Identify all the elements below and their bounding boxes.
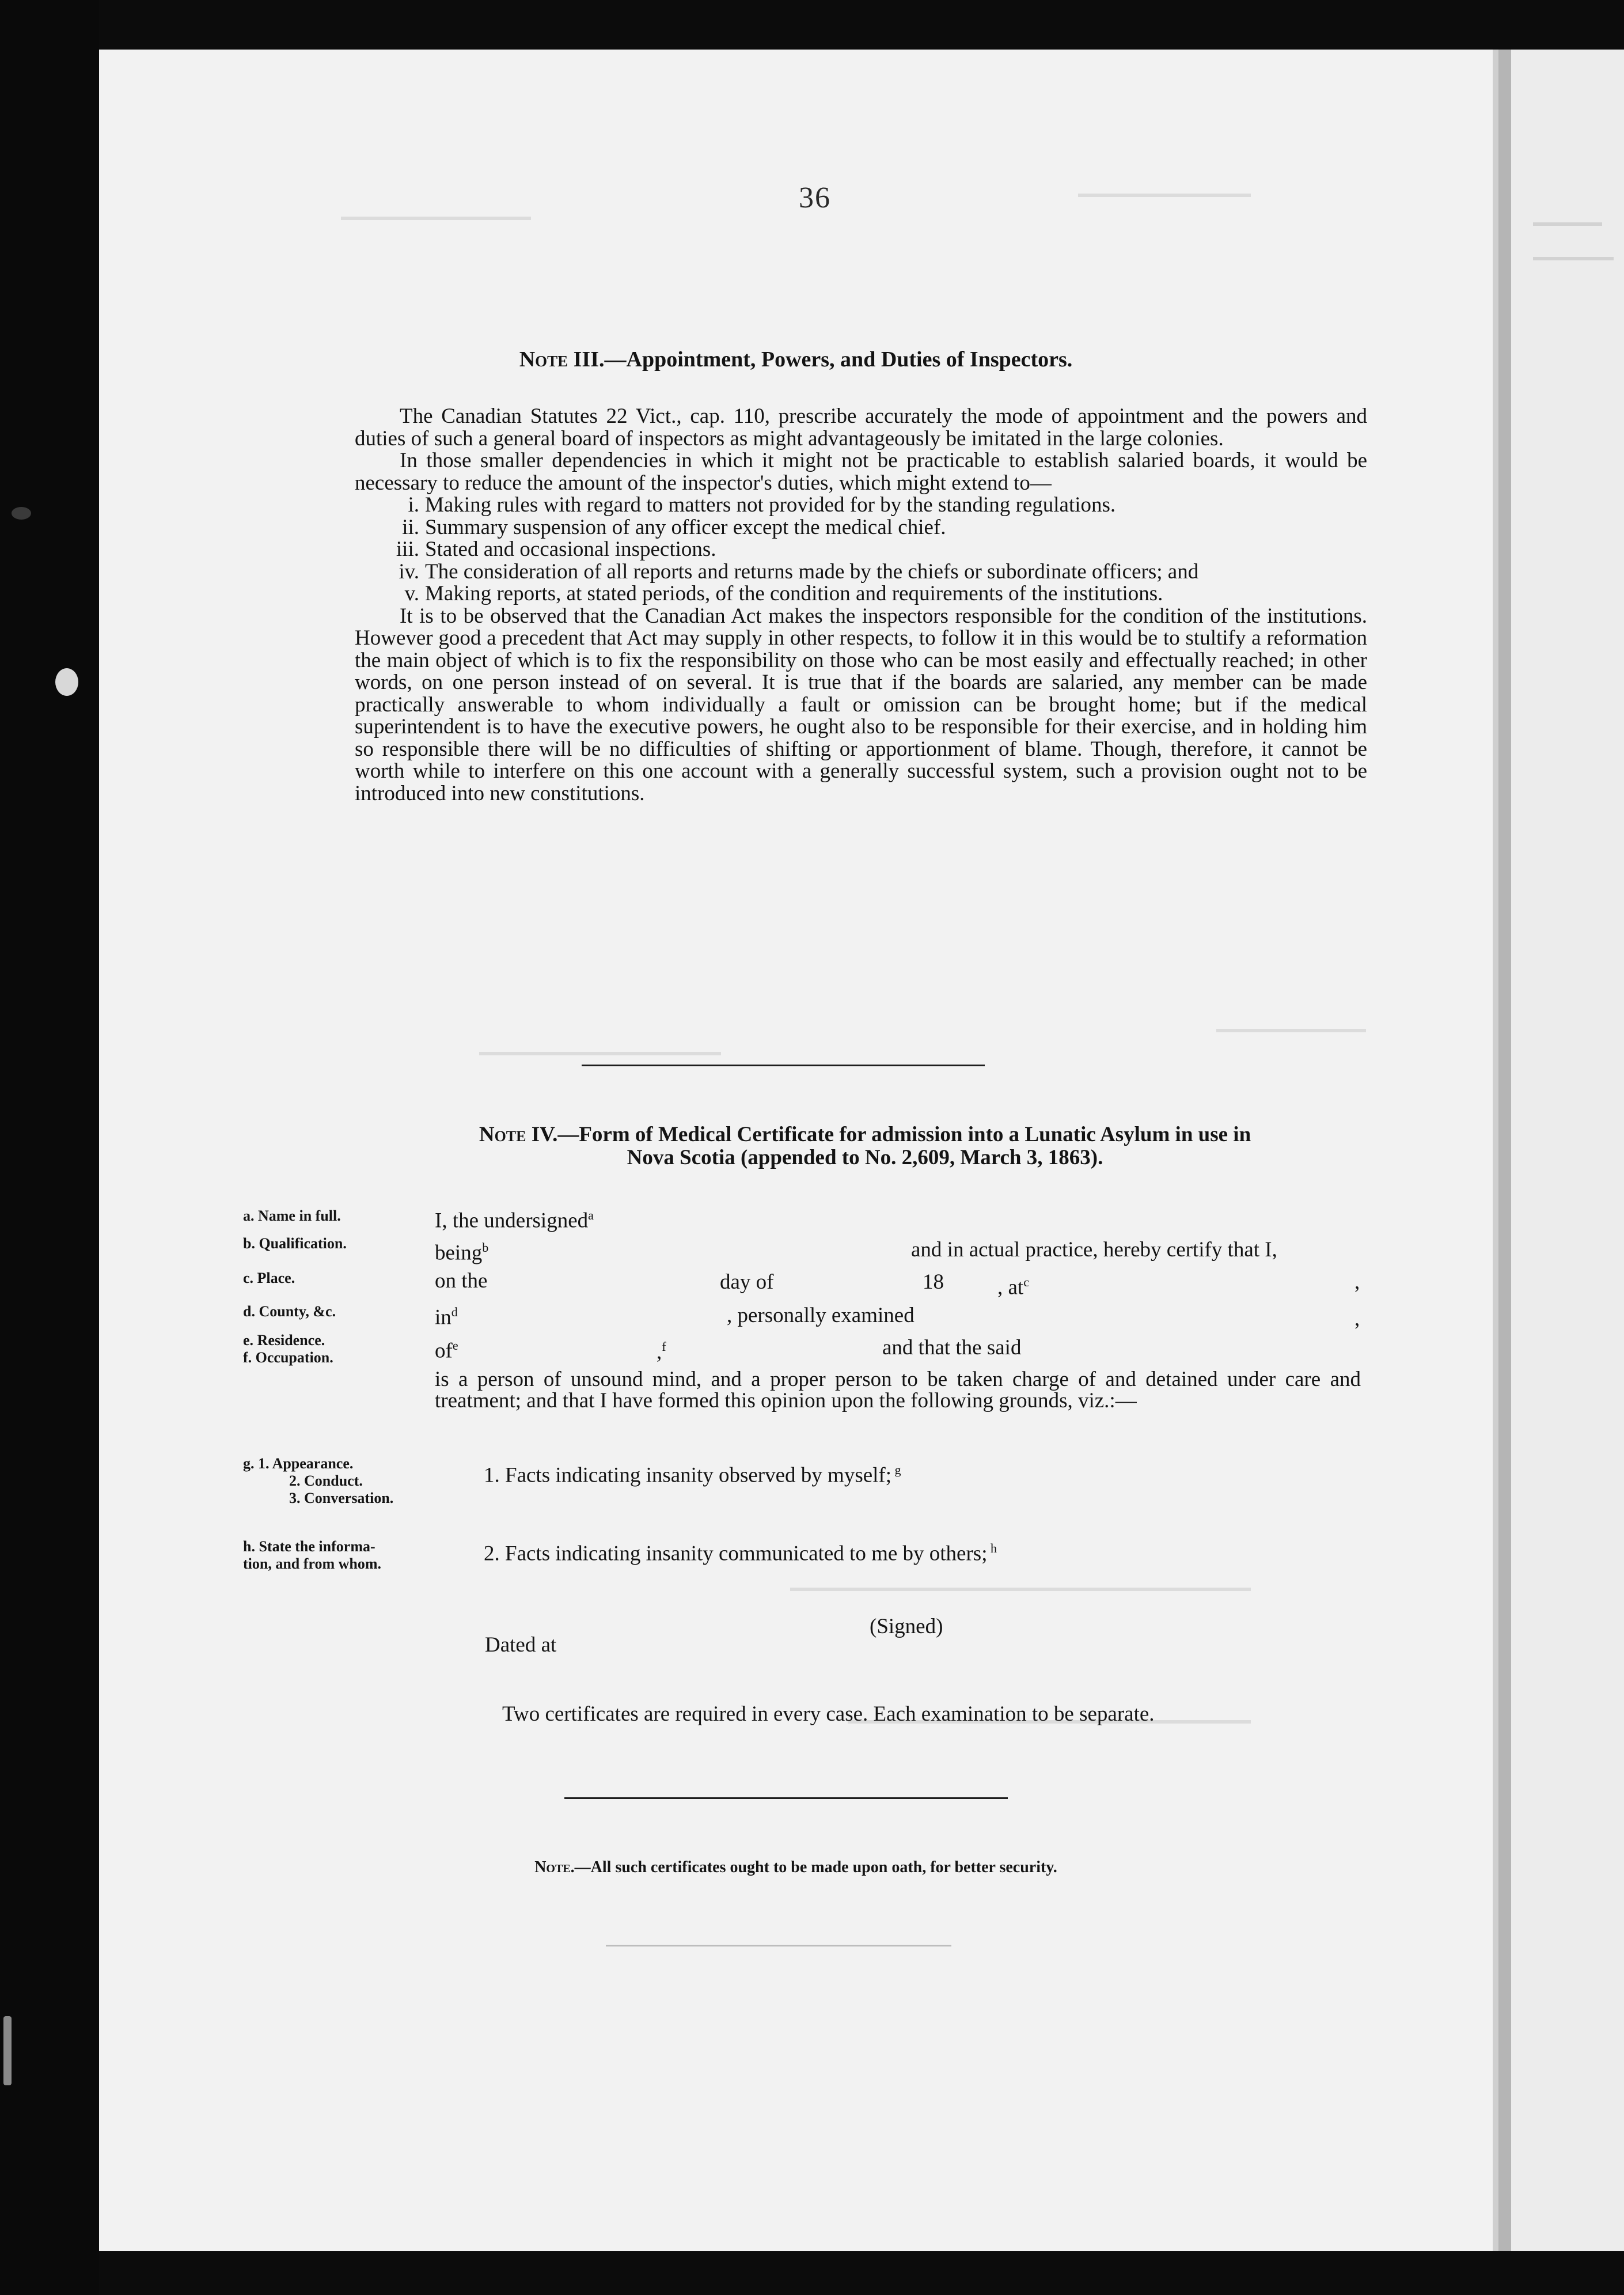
bleed-through [606, 1945, 951, 1946]
footnote [99, 1858, 1493, 1877]
page-edge [1493, 50, 1498, 2251]
bleed-through [341, 217, 531, 220]
form-day-of: day of [720, 1270, 774, 1294]
page-gutter-shadow [1498, 50, 1511, 2251]
form-dated: Dated at [485, 1633, 557, 1657]
ref-g: g [891, 1463, 901, 1477]
form-comma: , [1354, 1270, 1360, 1294]
list-item-text: Stated and occasional inspections. [425, 537, 716, 561]
form-personally: , personally examined [727, 1304, 915, 1327]
form-comma-text: , [657, 1340, 662, 1364]
margin-label-place: c. Place. [243, 1270, 295, 1286]
form-fact-2-text: 2. Facts indicating insanity communicated to me by others; [484, 1542, 988, 1566]
list-item-number: ii. [402, 515, 419, 539]
bleed-through [1533, 257, 1614, 260]
form-fact-2 [484, 1537, 997, 1565]
form-actual-practice: and in actual practice, hereby certify that I, [911, 1238, 1277, 1262]
form-in-text: in [435, 1305, 451, 1330]
note3-title: —Appointment, Powers, and Duties of Inspectors. [604, 347, 1073, 372]
form-in [435, 1301, 458, 1329]
form-being-text: being [435, 1241, 483, 1265]
note3-paragraph: It is to be observed that the Canadian Act makes the inspectors responsible for the condition of the institutions. However good a precedent that Act may supply in other respects, to follow it in this would be to stultify a reformation the main object of which is to fix the responsibility on those who can be most easily and effectually reached; in other words, on one person instead of on several. It is true that if the boards are salaried, any member can be made practically answerable to whom individually a fault or omission can be brought home; but if the medical superintendent is to have the executive powers, he ought also to be responsible for their exercise, and in holding him so responsible there will be no difficulties of shifting or apportionment of blame. Though, therefore, it cannot be worth while to interfere on this one account with a generally successful system, such a provision ought not to be introduced into new constitutions. [355, 604, 1367, 805]
ref-c: c [1023, 1275, 1029, 1289]
note4-title-line2: Nova Scotia (appended to No. 2,609, March 3, 1863). [627, 1146, 1103, 1169]
margin-label-information-cont: tion, and from whom. [243, 1555, 382, 1572]
note4-label: Note IV. [479, 1123, 558, 1146]
list-item [355, 539, 1367, 561]
form-and-said: and that the said [882, 1336, 1022, 1359]
adjacent-page [1498, 50, 1624, 2251]
list-item-number: iv. [399, 559, 419, 584]
margin-label-occupation: f. Occupation. [243, 1349, 333, 1366]
note3-paragraph: In those smaller dependencies in which it might not be practicable to establish salaried boards, it would be necessary to reduce the amount of the inspector's duties, which might extend to— [355, 449, 1367, 495]
ref-b: b [482, 1240, 489, 1255]
ref-h: h [987, 1541, 997, 1555]
form-at-text: , at [997, 1275, 1024, 1300]
scan-left-margin [0, 0, 99, 2295]
list-item-text: Summary suspension of any officer except the medical chief. [425, 515, 946, 539]
ref-a: a [588, 1208, 594, 1222]
form-occupation-comma [657, 1335, 666, 1364]
list-item [355, 561, 1367, 584]
list-item [355, 517, 1367, 539]
form-year: 18 [923, 1270, 944, 1294]
form-of [435, 1334, 458, 1362]
note3-paragraph: The Canadian Statutes 22 Vict., cap. 110, prescribe accurately the mode of appointment and the powers and duties of such a general board of inspectors as might advantageously be imitated in the large colonies. [355, 404, 1367, 450]
margin-label-residence: e. Residence. [243, 1332, 325, 1349]
document-page [99, 50, 1493, 2251]
form-at [997, 1271, 1029, 1299]
footnote-text: —All such certificates ought to be made upon oath, for better security. [574, 1858, 1057, 1876]
bleed-through [790, 1588, 1251, 1591]
scan-smudge [3, 2016, 12, 2085]
scan-smudge [55, 668, 78, 696]
bleed-through [1078, 194, 1251, 197]
note3-body [355, 406, 1367, 805]
form-on-the: on the [435, 1269, 488, 1293]
form-signed: (Signed) [870, 1615, 943, 1638]
margin-label-name: a. Name in full. [243, 1207, 341, 1224]
list-item-number: iii. [396, 537, 419, 561]
section-divider [564, 1797, 1008, 1799]
note4-title-line1: —Form of Medical Certificate for admission into a Lunatic Asylum in use in [557, 1123, 1251, 1146]
form-two-certificates: Two certificates are required in every case. Each examination to be separate. [502, 1702, 1155, 1726]
note3-heading [99, 347, 1493, 372]
list-item-number: v. [404, 582, 419, 605]
margin-label-conversation: 3. Conversation. [289, 1490, 394, 1506]
footnote-label: Note. [534, 1858, 575, 1876]
duties-list [355, 494, 1367, 605]
list-item [355, 583, 1367, 605]
list-item-text: The consideration of all reports and returns made by the chiefs or subordinate officers; and [425, 559, 1199, 584]
bleed-through [1533, 222, 1602, 226]
list-item-text: Making reports, at stated periods, of the condition and requirements of the institutions. [425, 582, 1163, 605]
ref-d: d [451, 1305, 458, 1319]
margin-label-conduct: 2. Conduct. [289, 1472, 363, 1489]
form-fact-1 [484, 1459, 901, 1487]
margin-label-appearance: g. 1. Appearance. [243, 1455, 354, 1472]
form-unsound-paragraph: is a person of unsound mind, and a proper person to be taken charge of and detained under care and treatment; and that I have formed this opinion upon the following grounds, viz.:— [435, 1368, 1361, 1412]
list-item-number: i. [408, 493, 419, 517]
margin-label-qualification: b. Qualification. [243, 1235, 347, 1252]
section-divider [582, 1065, 985, 1066]
form-undersigned-text: I, the undersigned [435, 1209, 589, 1233]
page-number: 36 [799, 181, 831, 214]
form-comma: , [1354, 1307, 1360, 1331]
form-of-text: of [435, 1339, 453, 1363]
list-item-text: Making rules with regard to matters not provided for by the standing regulations. [425, 493, 1116, 517]
note4-heading [352, 1123, 1378, 1169]
bleed-through [479, 1052, 721, 1055]
ref-e: e [452, 1338, 458, 1353]
ref-f: f [662, 1339, 666, 1354]
note3-label: Note III. [519, 347, 605, 372]
margin-label-information: h. State the informa- [243, 1538, 375, 1555]
bleed-through [1216, 1029, 1366, 1032]
list-item [355, 494, 1367, 517]
form-undersigned [435, 1204, 594, 1232]
form-being [435, 1236, 488, 1264]
form-fact-1-text: 1. Facts indicating insanity observed by myself; [484, 1463, 892, 1487]
margin-label-county: d. County, &c. [243, 1303, 336, 1320]
scan-smudge [12, 507, 31, 520]
